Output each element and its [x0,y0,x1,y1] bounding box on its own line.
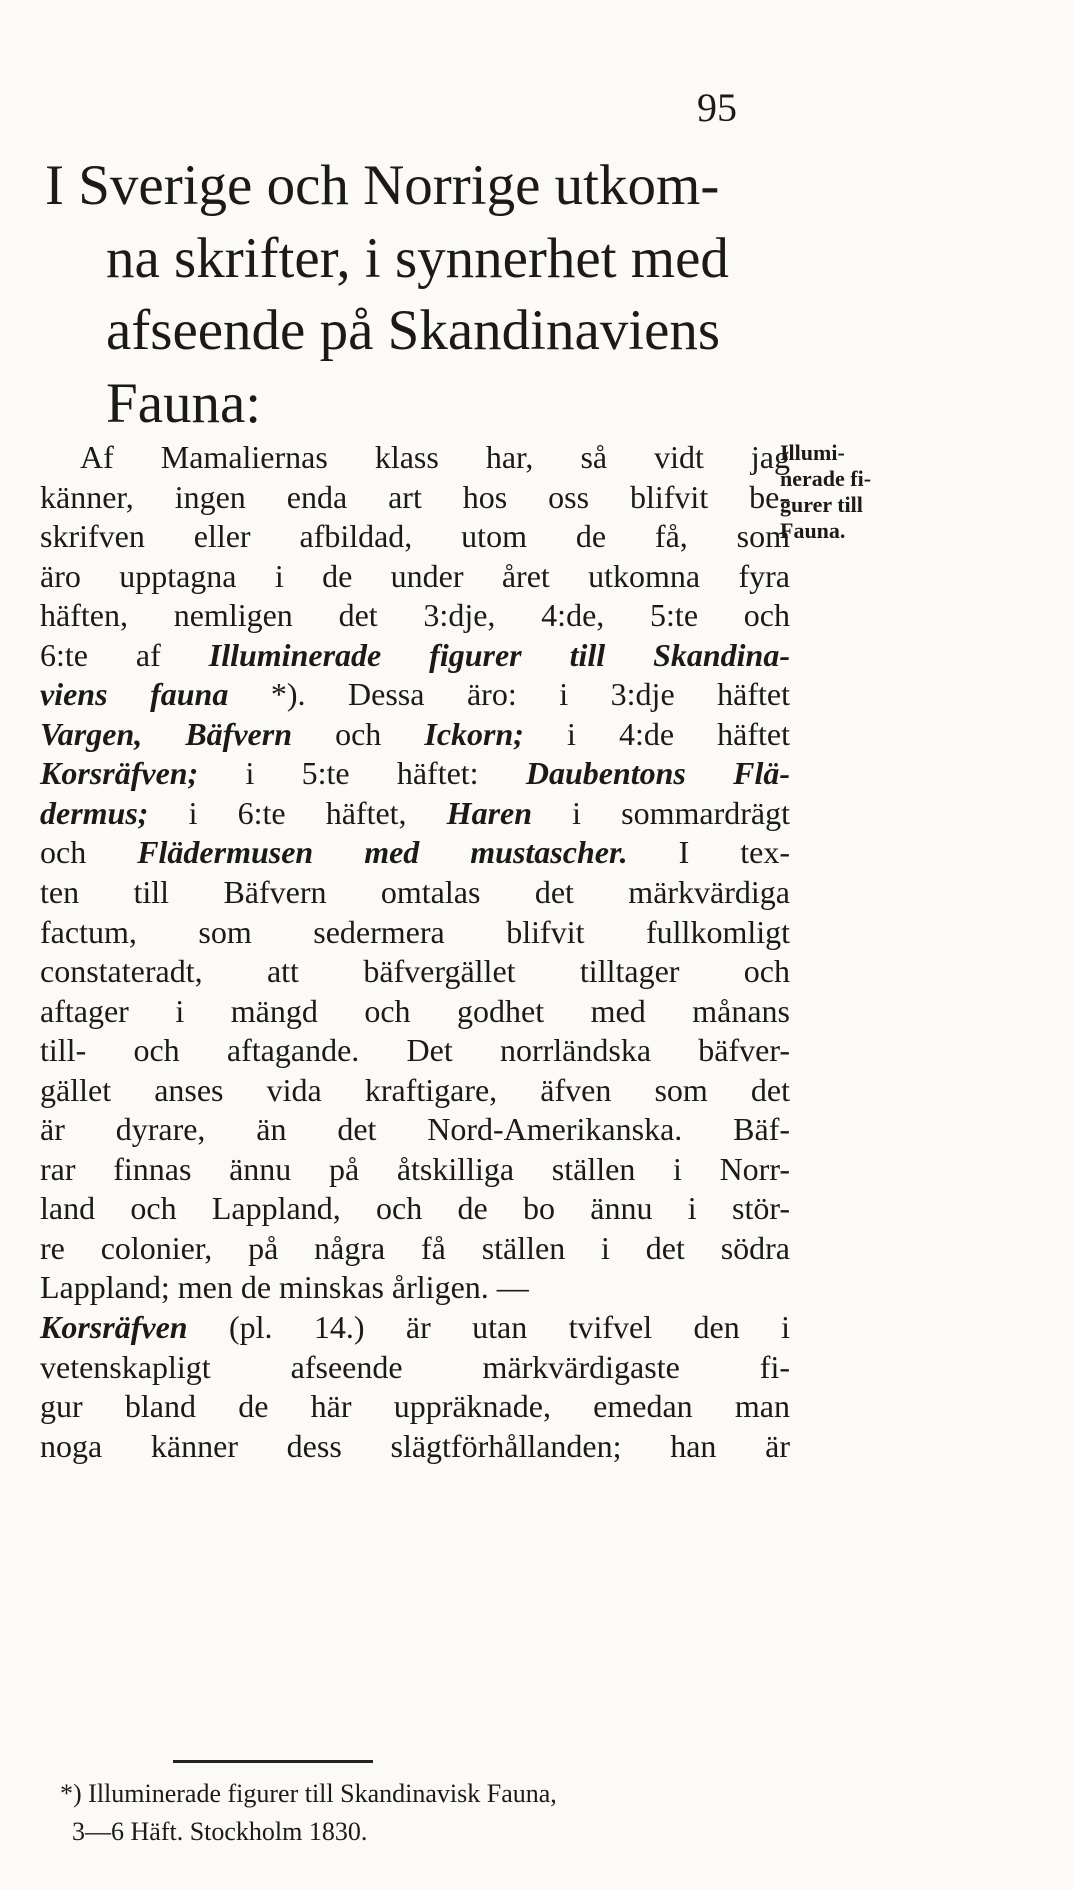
heading-line: Fauna: [106,371,262,435]
text-line: till- och aftagande. Det norrländska bäfver- [40,1032,790,1069]
footnote-line: *) Illuminerade figurer till Skandinavisk Fauna, [60,1779,557,1808]
text-line: Af Mamaliernas klass har, så vidt jag [80,439,790,475]
italic-title: Korsräfven; [40,755,199,792]
text-line: känner, ingen enda art hos oss blifvit be- [40,478,790,515]
italic-title: Illuminerade figurer till Skandina- [208,636,791,673]
text-run: I tex- [627,834,791,871]
footnote-line: 3—6 Häft. Stockholm 1830. [72,1817,368,1846]
footnote-divider [173,1760,373,1763]
text-line: land och Lappland, och de bo ännu i stör- [40,1190,790,1227]
text-line: är dyrare, än det Nord-Amerikanska. Bäf- [40,1111,790,1148]
text-line [40,1308,790,1348]
text-line: rar finnas ännu på åtskilliga ställen i Norr- [40,1150,790,1187]
text-line [40,794,790,834]
text-line: re colonier, på några få ställen i det södra [40,1229,790,1266]
text-run: i 5:te häftet: [198,755,526,792]
text-line [40,754,790,794]
text-line [40,715,790,755]
text-line: häften, nemligen det 3:dje, 4:de, 5:te och [40,597,790,634]
text-line: factum, som sedermera blifvit fullkomligt [40,913,790,950]
chapter-heading [45,150,729,440]
italic-title: Korsräfven [40,1309,188,1346]
body-text [40,438,790,1466]
text-run: och [292,715,425,752]
text-line [40,675,790,715]
text-line: äro upptagna i de under året utkomna fyra [40,557,790,594]
margin-note-line: Fauna. [780,518,846,543]
text-line: ten till Bäfvern omtalas det märkvärdiga [40,874,790,911]
text-line [40,833,790,873]
heading-line: afseende på Skandinaviens [106,299,721,362]
text-line: skrifven eller afbildad, utom de få, som [40,518,790,555]
text-run: och [40,834,138,871]
heading-line: I Sverige och Norrige utkom- [45,154,720,217]
text-run: i 4:de häftet [523,715,791,752]
heading-line: na skrifter, i synnerhet med [106,226,729,290]
margin-note [780,440,890,544]
italic-title: Ickorn; [424,715,524,752]
text-line: gället anses vida kraftigare, äfven som det [40,1071,790,1108]
italic-title: Daubentons Flä- [525,755,791,792]
italic-title: dermus; [40,794,149,831]
text-line: noga känner dess slägtförhållanden; han är [40,1427,790,1464]
text-line: constateradt, att bäfvergället tilltager och [40,953,790,990]
text-line: aftager i mängd och godhet med månans [40,992,790,1029]
text-line [40,636,790,676]
margin-note-line: gurer till [780,492,863,517]
italic-title: viens fauna [40,676,229,713]
text-line: gur bland de här uppräknade, emedan man [40,1388,790,1425]
text-run: (pl. 14.) är utan tvifvel den i [187,1309,790,1346]
text-run: 6:te af [40,636,209,673]
text-line: Lappland; men de minskas årligen. — [40,1269,529,1306]
text-line: vetenskapligt afseende märkvärdigaste fi- [40,1348,790,1385]
text-run: *). Dessa äro: i 3:dje häftet [228,676,791,713]
text-run: i sommardrägt [532,794,790,831]
page-number: 95 [697,85,737,130]
margin-note-line: Illumi- [780,440,845,465]
text-run: i 6:te häftet, [148,794,447,831]
italic-title: Vargen, Bäfvern [40,715,292,752]
italic-title: Flädermusen med mustascher. [137,834,628,871]
footnote [60,1775,820,1851]
margin-note-line: nerade fi- [780,466,872,491]
italic-title: Haren [446,794,533,831]
